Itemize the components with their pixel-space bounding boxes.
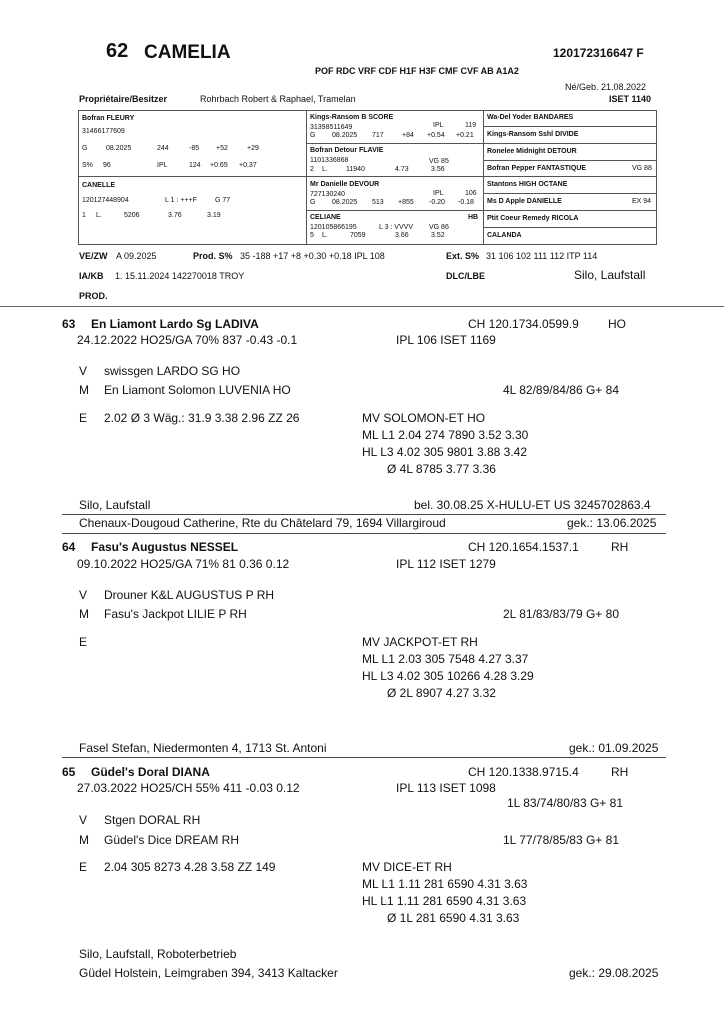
sire-label: V xyxy=(79,364,88,378)
entry-ipl: IPL 113 ISET 1098 xyxy=(396,781,496,795)
entry-breed: HO xyxy=(608,317,626,331)
entry-name: Güdel's Doral DIANA xyxy=(91,765,210,779)
entry-hl: HL L3 4.02 305 10266 4.28 3.29 xyxy=(362,669,534,683)
sd-vg: VG 85 xyxy=(429,158,449,165)
entry-ml: ML L1 2.04 274 7890 3.52 3.30 xyxy=(362,428,529,442)
gen3-name: Ms D Apple DANIELLE xyxy=(487,198,562,205)
dd-l-e: 3.52 xyxy=(431,232,445,239)
entry-lactation-score: 1L 83/74/80/83 G+ 81 xyxy=(507,796,623,810)
entry-hl: HL L1 1.11 281 6590 4.31 3.63 xyxy=(362,894,527,908)
dd-l-c: 7059 xyxy=(350,232,366,239)
sire-ipl2: +0.65 xyxy=(210,162,228,169)
entry-number: 63 xyxy=(62,317,76,331)
owner-name: Rohrbach Robert & Raphael, Tramelan xyxy=(200,94,356,104)
entry-sire: swissgen LARDO SG HO xyxy=(104,364,241,378)
prod-value: 35 -188 +17 +8 +0.30 +0.18 IPL 108 xyxy=(240,251,385,261)
entry-sire: Stgen DORAL RH xyxy=(104,813,201,827)
dam-label: M xyxy=(79,833,89,847)
entry-line1: 24.12.2022 HO25/GA 70% 837 -0.43 -0.1 xyxy=(77,333,298,347)
dam-lact-e: 3.19 xyxy=(207,212,221,219)
entry-name: Fasu's Augustus NESSEL xyxy=(91,540,239,554)
sire-g3: +52 xyxy=(216,145,228,152)
ext-label: Ext. S% xyxy=(446,251,480,261)
entry-dam: Fasu's Jackpot LILIE P RH xyxy=(104,607,247,621)
entry-e: 2.02 Ø 3 Wäg.: 31.9 3.38 2.96 ZZ 26 xyxy=(104,411,300,425)
entry-line1: 27.03.2022 HO25/CH 55% 411 -0.03 0.12 xyxy=(77,781,300,795)
sd-name: Bofran Detour FLAVIE xyxy=(310,147,384,154)
ds-g-label: G xyxy=(310,199,316,206)
owner-label: Propriétaire/Besitzer xyxy=(79,94,168,104)
entry-id: CH 120.1654.1537.1 xyxy=(468,540,579,554)
entry-ipl: IPL 112 ISET 1279 xyxy=(396,557,496,571)
entry-owner: Güdel Holstein, Leimgraben 394, 3413 Kaltacker xyxy=(79,966,338,980)
dd-vg: VG 86 xyxy=(429,224,449,231)
entry-dam-score: 1L 77/78/85/83 G+ 81 xyxy=(503,833,619,847)
entry-hl: HL L3 4.02 305 9801 3.88 3.42 xyxy=(362,445,528,459)
gen3-name: Wa-Del Yoder BANDARES xyxy=(487,114,574,121)
entry-mv: MV JACKPOT-ET RH xyxy=(362,635,478,649)
entry-number: 64 xyxy=(62,540,76,554)
e-label: E xyxy=(79,860,88,874)
dam-g: G 77 xyxy=(215,197,231,204)
entry-date: gek.: 01.09.2025 xyxy=(569,741,659,755)
ss-g-date: 08.2025 xyxy=(332,132,358,139)
dd-name: CELIANE xyxy=(310,214,341,221)
entry-dam: En Liamont Solomon LUVENIA HO xyxy=(104,383,291,397)
sire-ipl-label: IPL xyxy=(157,162,168,169)
dd-hb: HB xyxy=(468,214,479,221)
sire-id: 31466177609 xyxy=(82,128,125,135)
dam-lact-c: 5206 xyxy=(124,212,140,219)
ss-g1: 717 xyxy=(372,132,384,139)
dam-lact-d: 3.76 xyxy=(168,212,182,219)
entry-sire: Drouner K&L AUGUSTUS P RH xyxy=(104,588,275,602)
e-label: E xyxy=(79,411,88,425)
sire-s-label: S% xyxy=(82,162,93,169)
birth-date: Né/Geb. 21.08.2022 xyxy=(565,82,647,92)
entry-avg: Ø 2L 8907 4.27 3.32 xyxy=(387,686,496,700)
entry-date: gek.: 13.06.2025 xyxy=(567,516,657,530)
ds-g2: +855 xyxy=(398,199,414,206)
prod-label: Prod. S% xyxy=(193,251,233,261)
ss-ipl-value: 119 xyxy=(465,122,477,129)
sire-g-label: G xyxy=(82,145,88,152)
sire-label: V xyxy=(79,813,88,827)
entry-id: CH 120.1338.9715.4 xyxy=(468,765,579,779)
entry-avg: Ø 4L 8785 3.77 3.36 xyxy=(387,462,496,476)
entry-breed: RH xyxy=(611,765,629,779)
entry-barn: Silo, Laufstall xyxy=(79,498,151,512)
ds-g-date: 08.2025 xyxy=(332,199,358,206)
entry-insemination: bel. 30.08.25 X-HULU-ET US 3245702863.4 xyxy=(414,498,651,512)
gen3-name: Ptit Coeur Remedy RICOLA xyxy=(487,215,579,222)
entry-name: En Liamont Lardo Sg LADIVA xyxy=(91,317,259,331)
sire-name: Bofran FLEURY xyxy=(82,115,135,122)
dlc-label: DLC/LBE xyxy=(446,271,485,281)
iset-value: ISET 1140 xyxy=(609,94,652,104)
sire-ipl3: +0.37 xyxy=(239,162,257,169)
dam-l1: L 1 : +++F xyxy=(165,197,197,204)
entry-owner: Fasel Stefan, Niedermonten 4, 1713 St. Antoni xyxy=(79,741,327,755)
sd-l-c: 11940 xyxy=(346,166,365,173)
entry-mv: MV DICE-ET RH xyxy=(362,860,452,874)
animal-id: 120172316647 F xyxy=(553,46,644,60)
sd-l-d: 4.73 xyxy=(395,166,409,173)
entry-owner: Chenaux-Dougoud Catherine, Rte du Châtelard 79, 1694 Villargiroud xyxy=(79,516,446,530)
entry-avg: Ø 1L 281 6590 4.31 3.63 xyxy=(387,911,520,925)
section-divider xyxy=(0,306,724,307)
gen3-name: Kings-Ransom Sshl DIVIDE xyxy=(487,131,579,138)
dam-lact-b: L. xyxy=(96,212,102,219)
sire-ipl-value: 124 xyxy=(189,162,201,169)
ss-id: 31398511649 xyxy=(310,124,353,131)
prod-section-label: PROD. xyxy=(79,291,108,301)
entry-e: 2.04 305 8273 4.28 3.58 ZZ 149 xyxy=(104,860,276,874)
entry-dam-score: 4L 82/89/84/86 G+ 84 xyxy=(503,383,619,397)
sire-g4: +29 xyxy=(247,145,259,152)
trait-codes: POF RDC VRF CDF H1F H3F CMF CVF AB A1A2 xyxy=(315,66,519,76)
ds-id: 727130240 xyxy=(310,191,346,198)
dd-id: 120105866195 xyxy=(310,224,357,231)
dd-l3: L 3 : VVVV xyxy=(379,224,413,231)
ss-g-label: G xyxy=(310,132,316,139)
vezw-value: A 09.2025 xyxy=(116,251,157,261)
ss-name: Kings-Ransom B SCORE xyxy=(310,114,394,121)
animal-number: 62 xyxy=(106,40,129,62)
sd-id: 1101336868 xyxy=(310,157,349,164)
entry-mv: MV SOLOMON-ET HO xyxy=(362,411,486,425)
entry-ipl: IPL 106 ISET 1169 xyxy=(396,333,496,347)
sd-l-a: 2 xyxy=(310,166,314,173)
ss-ipl-label: IPL xyxy=(433,122,444,129)
entry-number: 65 xyxy=(62,765,76,779)
vezw-label: VE/ZW xyxy=(79,251,108,261)
dam-id: 120127448904 xyxy=(82,197,129,204)
entry-line1: 09.10.2022 HO25/GA 71% 81 0.36 0.12 xyxy=(77,557,290,571)
sire-g1: 244 xyxy=(157,145,169,152)
ds-g4: -0.18 xyxy=(458,199,474,206)
gen3-name: Stantons HIGH OCTANE xyxy=(487,181,568,188)
entry-ml: ML L1 2.03 305 7548 4.27 3.37 xyxy=(362,652,529,666)
sire-g-date: 08.2025 xyxy=(106,145,132,152)
sd-l-e: 3.56 xyxy=(431,166,445,173)
ss-g2: +84 xyxy=(402,132,414,139)
dam-lact-a: 1 xyxy=(82,212,86,219)
ss-g4: +0.21 xyxy=(456,132,474,139)
entry-dam-score: 2L 81/83/83/79 G+ 80 xyxy=(503,607,619,621)
ds-g1: 513 xyxy=(372,199,384,206)
ds-name: Mr Danielle DEVOUR xyxy=(310,181,380,188)
entry-breed: RH xyxy=(611,540,629,554)
gen3-name: CALANDA xyxy=(487,232,522,239)
iakb-value: 1. 15.11.2024 142270018 TROY xyxy=(115,271,245,281)
sire-label: V xyxy=(79,588,88,602)
animal-name: CAMELIA xyxy=(144,42,231,63)
dam-label: M xyxy=(79,383,89,397)
ds-ipl-value: 106 xyxy=(465,190,477,197)
gen3-score: EX 94 xyxy=(632,198,652,205)
sire-g2: -85 xyxy=(189,145,200,152)
sd-l-b: L. xyxy=(322,166,328,173)
gen3-score: VG 88 xyxy=(632,165,652,172)
dam-label: M xyxy=(79,607,89,621)
dlc-value: Silo, Laufstall xyxy=(574,268,646,282)
gen3-name: Bofran Pepper FANTASTIQUE xyxy=(487,165,587,172)
entry-dam: Güdel's Dice DREAM RH xyxy=(104,833,239,847)
entry-ml: ML L1 1.11 281 6590 4.31 3.63 xyxy=(362,877,528,891)
ext-value: 31 106 102 111 112 ITP 114 xyxy=(486,251,598,261)
dd-l-a: 5 xyxy=(310,232,314,239)
ds-g3: -0.20 xyxy=(429,199,445,206)
ds-ipl-label: IPL xyxy=(433,190,444,197)
gen3-name: Ronelee Midnight DETOUR xyxy=(487,148,577,155)
ss-g3: +0.54 xyxy=(427,132,445,139)
dd-l-d: 3.66 xyxy=(395,232,409,239)
entry-date: gek.: 29.08.2025 xyxy=(569,966,659,980)
entry-id: CH 120.1734.0599.9 xyxy=(468,317,579,331)
sire-s-value: 96 xyxy=(103,162,111,169)
iakb-label: IA/KB xyxy=(79,271,104,281)
dam-name: CANELLE xyxy=(82,182,116,189)
entry-barn: Silo, Laufstall, Roboterbetrieb xyxy=(79,947,237,961)
e-label: E xyxy=(79,635,88,649)
dd-l-b: L. xyxy=(322,232,328,239)
